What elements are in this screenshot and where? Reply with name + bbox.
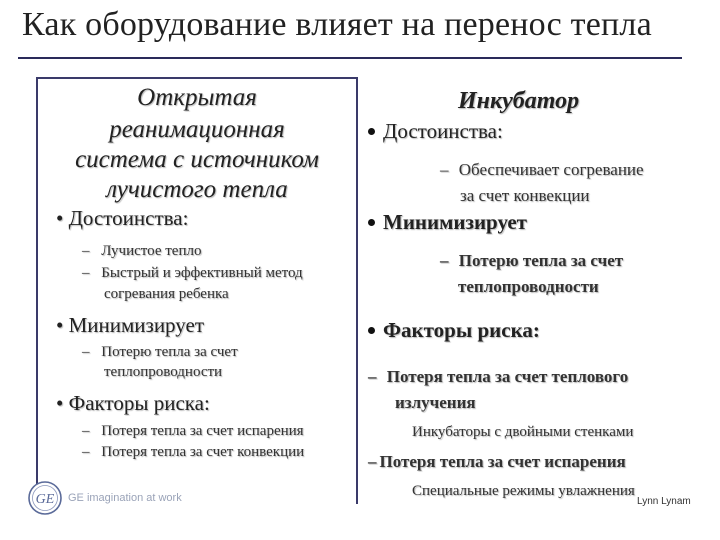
dash-icon: – bbox=[368, 367, 377, 386]
right-minimizes-1-cont: теплопроводности bbox=[458, 277, 599, 296]
left-advantage-2 bbox=[82, 265, 303, 282]
right-advantage-1-text: Обеспечивает согревание bbox=[458, 160, 644, 179]
left-minimizes-1-text: Потерю тепла за счет bbox=[101, 344, 238, 360]
left-heading-line-1: Открытая bbox=[137, 84, 257, 111]
right-risk-2-note: Специальные режимы увлажнения bbox=[412, 483, 635, 499]
right-minimizes-1-text: Потерю тепла за счет bbox=[458, 251, 624, 270]
right-minimizes-label: Минимизирует bbox=[383, 210, 527, 234]
left-risk-label: Факторы риска: bbox=[68, 391, 210, 415]
ge-logo-text: GE bbox=[35, 492, 55, 507]
right-risk-2 bbox=[368, 452, 626, 472]
bullet-icon: • bbox=[56, 206, 64, 230]
right-advantage-1 bbox=[440, 160, 644, 180]
dash-icon: – bbox=[368, 452, 377, 471]
left-advantages-label: Достоинства: bbox=[68, 206, 189, 230]
left-advantages-item bbox=[56, 206, 188, 231]
dash-icon: – bbox=[82, 344, 90, 360]
slide-title: Как оборудование влияет на перенос тепла bbox=[22, 6, 652, 43]
dash-icon: – bbox=[82, 265, 90, 281]
bullet-icon: • bbox=[56, 391, 64, 415]
left-advantage-1-text: Лучистое тепло bbox=[101, 243, 202, 259]
left-risk-2-text: Потеря тепла за счет конвекции bbox=[101, 444, 305, 460]
right-risk-label: Факторы риска: bbox=[383, 318, 540, 342]
bullet-icon bbox=[368, 128, 375, 135]
footer-author: Lynn Lynam bbox=[637, 496, 691, 507]
right-advantage-1-cont: за счет конвекции bbox=[460, 186, 590, 205]
bullet-icon: • bbox=[56, 313, 64, 337]
title-underline bbox=[18, 57, 682, 59]
right-advantages-item bbox=[368, 119, 503, 144]
left-advantage-2-cont: согревания ребенка bbox=[104, 286, 229, 302]
right-risk-2-text: Потеря тепла за счет испарения bbox=[379, 452, 626, 471]
left-minimizes-1-cont: теплопроводности bbox=[104, 364, 223, 380]
left-risk-1-text: Потеря тепла за счет испарения bbox=[101, 423, 304, 439]
dash-icon: – bbox=[440, 160, 449, 179]
right-advantages-label: Достоинства: bbox=[383, 119, 503, 143]
footer-tagline: GE imagination at work bbox=[68, 492, 182, 504]
bullet-icon bbox=[368, 327, 375, 334]
right-risk-item bbox=[368, 318, 540, 343]
dash-icon: – bbox=[82, 444, 90, 460]
left-minimizes-label: Минимизирует bbox=[68, 313, 205, 337]
right-heading: Инкубатор bbox=[458, 88, 580, 114]
left-advantage-1 bbox=[82, 243, 201, 260]
left-minimizes-item bbox=[56, 313, 204, 338]
left-heading-line-3: система с источником bbox=[75, 146, 319, 173]
left-heading-line-4: лучистого тепла bbox=[106, 176, 288, 203]
right-minimizes-1 bbox=[440, 251, 623, 271]
dash-icon: – bbox=[440, 251, 449, 270]
dash-icon: – bbox=[82, 423, 90, 439]
left-minimizes-1 bbox=[82, 344, 238, 361]
left-advantage-2-text: Быстрый и эффективный метод bbox=[101, 265, 303, 281]
left-risk-1 bbox=[82, 423, 304, 440]
bullet-icon bbox=[368, 219, 375, 226]
ge-logo-icon bbox=[28, 481, 62, 515]
right-minimizes-item bbox=[368, 210, 527, 235]
right-risk-1-cont: излучения bbox=[395, 393, 476, 412]
dash-icon: – bbox=[82, 243, 90, 259]
right-risk-1-text: Потеря тепла за счет теплового bbox=[386, 367, 629, 386]
right-risk-1-note: Инкубаторы с двойными стенками bbox=[412, 424, 634, 440]
left-risk-item bbox=[56, 391, 210, 416]
left-heading-line-2: реанимационная bbox=[109, 116, 285, 143]
right-risk-1 bbox=[368, 367, 628, 387]
left-risk-2 bbox=[82, 444, 304, 461]
